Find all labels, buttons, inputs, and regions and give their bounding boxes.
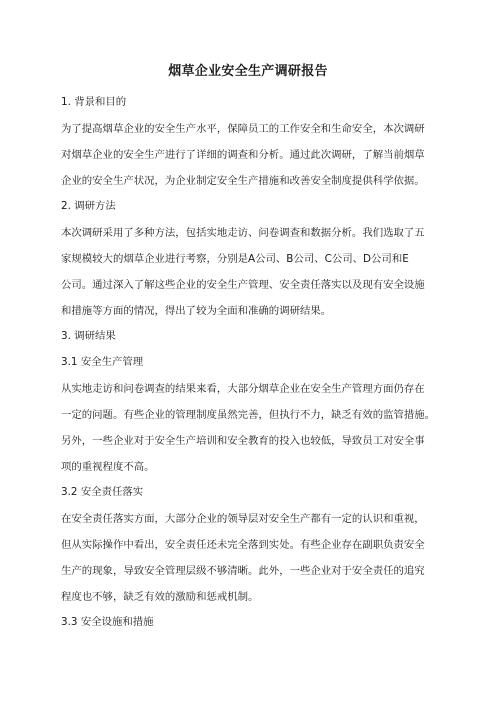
subsection-heading-facilities: 3.3 安全设施和措施 bbox=[61, 616, 154, 628]
paragraph-line: 对烟草企业的安全生产进行了详细的调查和分析。通过此次调研，了解当前烟草 bbox=[61, 149, 425, 161]
section-heading-method: 2. 调研方法 bbox=[61, 200, 116, 212]
paragraph-line: 企业的安全生产状况，为企业制定安全生产措施和改善安全制度提供科学依据。 bbox=[61, 175, 425, 187]
paragraph-line: 本次调研采用了多种方法，包括实地走访、问卷调查和数据分析。我们选取了五 bbox=[61, 227, 425, 239]
paragraph-line: 和措施等方面的情况，得出了较为全面和准确的调研结果。 bbox=[61, 305, 332, 317]
paragraph-line: 生产的现象，导致安全管理层级不够清晰。此外，一些企业对于安全责任的追究 bbox=[61, 565, 425, 577]
subsection-heading-responsibility: 3.2 安全责任落实 bbox=[61, 486, 144, 498]
document-title: 烟草企业安全生产调研报告 bbox=[168, 64, 328, 79]
paragraph-line: 一定的问题。有些企业的管理制度虽然完善，但执行不力，缺乏有效的监管措施。 bbox=[61, 409, 436, 421]
paragraph-line: 为了提高烟草企业的安全生产水平，保障员工的工作安全和生命安全，本次调研 bbox=[61, 123, 425, 135]
paragraph-line: 程度也不够，缺乏有效的激励和惩戒机制。 bbox=[61, 591, 259, 603]
paragraph-line: 在安全责任落实方面，大部分企业的领导层对安全生产都有一定的认识和重视， bbox=[61, 513, 425, 525]
section-heading-background: 1. 背景和目的 bbox=[61, 96, 127, 108]
paragraph-line: 另外，一些企业对于安全生产培训和安全教育的投入也较低，导致员工对安全事 bbox=[61, 435, 425, 447]
paragraph-line: 但从实际操作中看出，安全责任还未完全落到实处。有些企业存在副职负责安全 bbox=[61, 539, 425, 551]
paragraph-line: 家规模较大的烟草企业进行考察，分别是A公司、B公司、C公司、D公司和E bbox=[61, 253, 409, 265]
paragraph-line: 从实地走访和问卷调查的结果来看，大部分烟草企业在安全生产管理方面仍存在 bbox=[61, 383, 425, 395]
subsection-heading-management: 3.1 安全生产管理 bbox=[61, 356, 144, 368]
paragraph-line: 公司。通过深入了解这些企业的安全生产管理、安全责任落实以及现有安全设施 bbox=[61, 279, 425, 291]
section-heading-results: 3. 调研结果 bbox=[61, 330, 116, 342]
paragraph-line: 项的重视程度不高。 bbox=[61, 461, 155, 473]
